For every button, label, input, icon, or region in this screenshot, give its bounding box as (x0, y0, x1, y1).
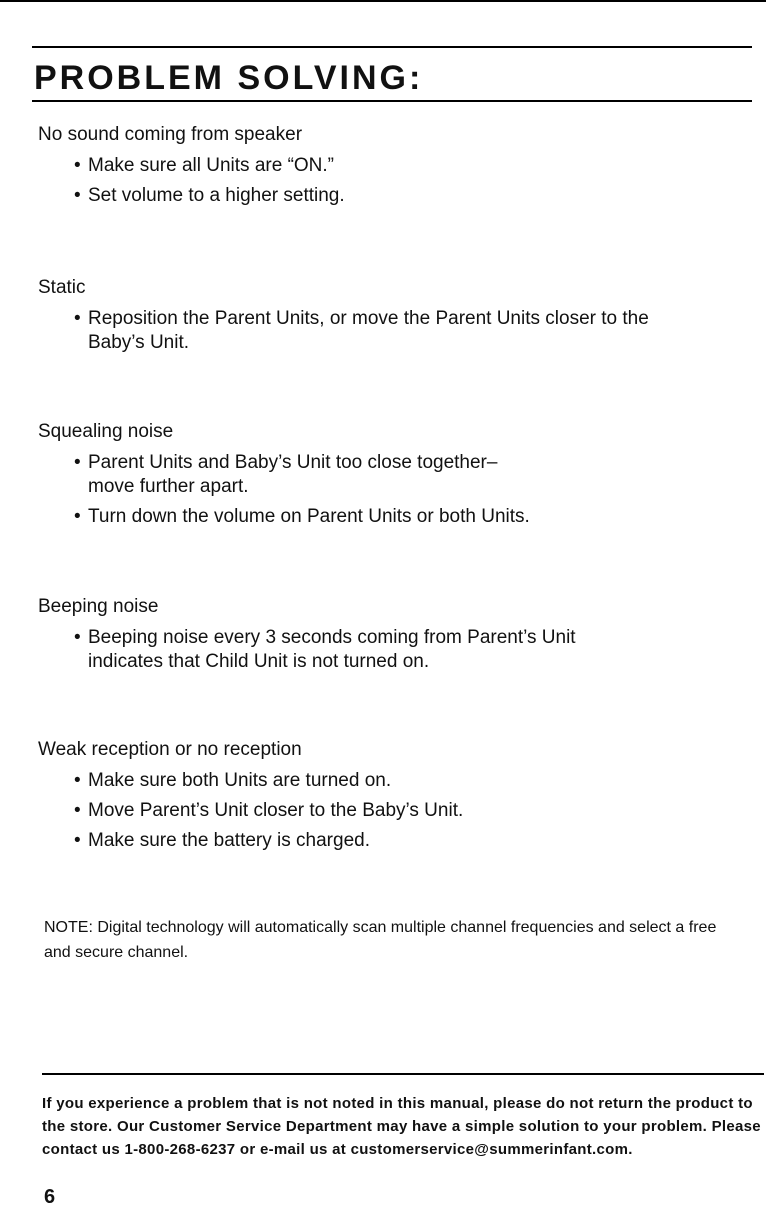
section-title: Static (38, 277, 86, 298)
section-static (38, 275, 658, 355)
customer-service-notice: If you experience a problem that is not noted in this manual, please do not return the product to the store. Our Customer Service Department may have a simple solution to your problem. Please contact us 1-800-268-6237 or e-mail us at customerservice@summerinfant.com. (42, 1095, 761, 1158)
section-weak-reception (38, 737, 718, 853)
bullet-item: • Make sure all Units are “ON.” (74, 154, 718, 178)
page-number: 6 (44, 1186, 56, 1208)
note-text: NOTE: Digital technology will automatically scan multiple channel frequencies and select a free and secure channel. (44, 919, 717, 961)
bullet-list (38, 451, 598, 529)
section-no-sound (38, 122, 718, 208)
bullet-list (38, 769, 718, 853)
bullet-item: • Beeping noise every 3 seconds coming from Parent’s Unit indicates that Child Unit is not turned on. (74, 626, 628, 674)
bullet-item: • Reposition the Parent Units, or move the Parent Units closer to the Baby’s Unit. (74, 307, 658, 355)
section-title: No sound coming from speaker (38, 124, 303, 145)
section-title: Squealing noise (38, 421, 174, 442)
bullet-item: • Make sure both Units are turned on. (74, 769, 718, 793)
page-title: PROBLEM SOLVING: (34, 59, 424, 97)
footer-rule (42, 1073, 764, 1075)
section-beeping-noise (38, 594, 658, 674)
bullet-item: • Move Parent’s Unit closer to the Baby’s Unit. (74, 799, 718, 823)
top-edge-rule (0, 0, 766, 2)
bullet-item: • Parent Units and Baby’s Unit too close together– move further apart. (74, 451, 508, 499)
bullet-list (38, 154, 718, 208)
section-squealing-noise (38, 419, 598, 529)
heading-rule-bottom (32, 100, 752, 102)
bullet-list (38, 626, 658, 674)
bullet-list (38, 307, 658, 355)
section-title: Beeping noise (38, 596, 159, 617)
section-title: Weak reception or no reception (38, 739, 302, 760)
bullet-item: • Make sure the battery is charged. (74, 829, 718, 853)
bullet-item: • Turn down the volume on Parent Units or both Units. (74, 505, 598, 529)
heading-rule-top (32, 46, 752, 48)
bullet-item: • Set volume to a higher setting. (74, 184, 718, 208)
